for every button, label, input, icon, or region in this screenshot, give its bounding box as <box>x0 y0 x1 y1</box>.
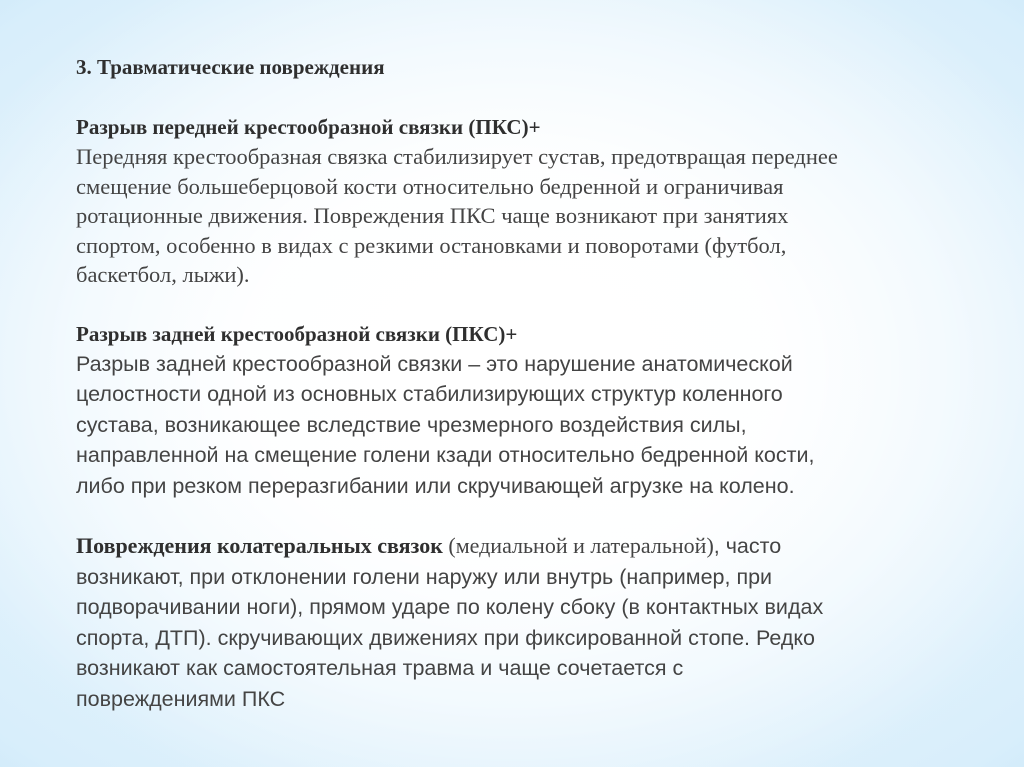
collateral-lead-line <box>76 531 981 562</box>
pcl-section <box>76 319 981 502</box>
collateral-text-line: спорта, ДТП). скручивающих движениях при фиксированной стопе. Редко <box>76 625 815 650</box>
pcl-text-line: Разрыв задней крестообразной связки – это нарушение анатомической <box>76 351 793 376</box>
collateral-text-line: возникают, при отклонении голени наружу или внутрь (например, при <box>76 564 773 589</box>
collateral-lead-rest: , часто <box>713 534 782 558</box>
acl-text-line: ротационные движения. Повреждения ПКС чаще возникают при занятиях <box>76 203 789 228</box>
spacer <box>76 501 981 531</box>
slide-text-content <box>76 52 981 714</box>
acl-heading: Разрыв передней крестообразной связки (ПКС)+ <box>76 115 541 139</box>
collateral-text-line: подворачивании ноги), прямом ударе по колену сбоку (в контактных видах <box>76 595 824 619</box>
acl-text-line: Передняя крестообразная связка стабилизирует сустав, предотвращая переднее <box>76 144 838 169</box>
spacer <box>76 290 981 319</box>
collateral-section <box>76 531 981 714</box>
pcl-text-line: сустава, возникающее вследствие чрезмерного воздействия силы, <box>76 412 747 437</box>
pcl-text-line: либо при резком переразгибании или скручивающей агрузке на колено. <box>76 473 795 498</box>
section-title: 3. Травматические повреждения <box>76 55 385 79</box>
pcl-text-line: целостности одной из основных стабилизирующих структур коленного <box>76 382 783 406</box>
collateral-subtitle: (медиальной и латеральной) <box>442 533 714 558</box>
spacer <box>76 82 981 112</box>
pcl-heading: Разрыв задней крестообразной связки (ПКС)+ <box>76 321 518 346</box>
acl-text-line: баскетбол, лыжи). <box>76 262 250 287</box>
acl-text-line: спортом, особенно в видах с резкими остановками и поворотами (футбол, <box>76 232 787 258</box>
collateral-text-line: повреждениями ПКС <box>76 686 286 711</box>
collateral-text-line: возникают как самостоятельная травма и чаще сочетается с <box>76 656 684 680</box>
acl-text-line: смещение большеберцовой кости относительно бедренной и ограничивая <box>76 173 784 199</box>
collateral-heading: Повреждения колатеральных связок <box>76 533 443 558</box>
pcl-text-line: направленной на смещение голени кзади относительно бедренной кости, <box>76 443 815 467</box>
acl-section <box>76 112 981 290</box>
